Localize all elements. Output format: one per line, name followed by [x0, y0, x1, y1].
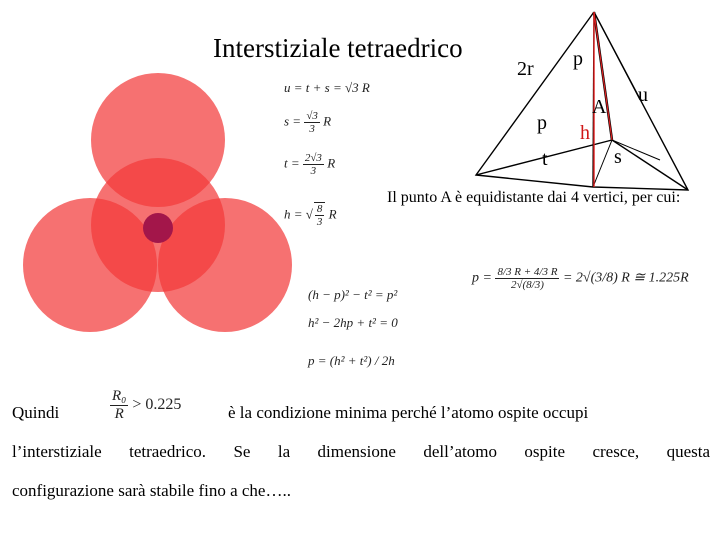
label-u: u [638, 84, 648, 106]
relation-h: h = √ $\frac{8}{3}$ R [284, 203, 337, 228]
page-title: Interstiziale tetraedrico [213, 33, 463, 63]
result-formula: p = $\frac{8/3 R + 4/3 R}{2√(8/3)}$ = 2√(3/8) R ≅ 1.225R [472, 266, 689, 291]
derivation-1: (h − p)² − t² = p² [308, 287, 398, 302]
equidistant-text: Il punto A è equidistante dai 4 vertici, per cui: [387, 189, 681, 206]
label-h: h [580, 122, 590, 144]
derivation-2: h² − 2hp + t² = 0 [308, 315, 398, 330]
quindi-label: Quindi [12, 403, 60, 422]
label-2r: 2r [517, 58, 534, 80]
relation-s: s = $\frac{√3}{3}$ R [284, 110, 332, 135]
label-A: A [592, 96, 607, 118]
condition-text: è la condizione minima perché l’atomo ospite occupi [228, 403, 589, 422]
label-s: s [614, 146, 622, 168]
label-p-left: p [537, 112, 547, 134]
label-t: t [542, 148, 548, 170]
tetrahedron-diagram [476, 12, 688, 190]
interstitial-atom [143, 213, 173, 243]
relation-t: t = $\frac{2√3}{3}$ R [284, 152, 336, 177]
ratio-condition: $\frac{\text{R₀}}{R}$ > 0.225 [112, 388, 182, 422]
body-line-1: l’interstiziale tetraedrico. Se la dimensione dell’atomo ospite cresce, questa [12, 442, 710, 461]
derivation-3: p = (h² + t²) / 2h [308, 353, 395, 368]
relation-u: u = t + s = √3 R [284, 80, 370, 95]
p-line [594, 12, 612, 140]
body-line-2: configurazione sarà stabile fino a che….. [12, 481, 291, 500]
label-p-top: p [573, 48, 583, 70]
